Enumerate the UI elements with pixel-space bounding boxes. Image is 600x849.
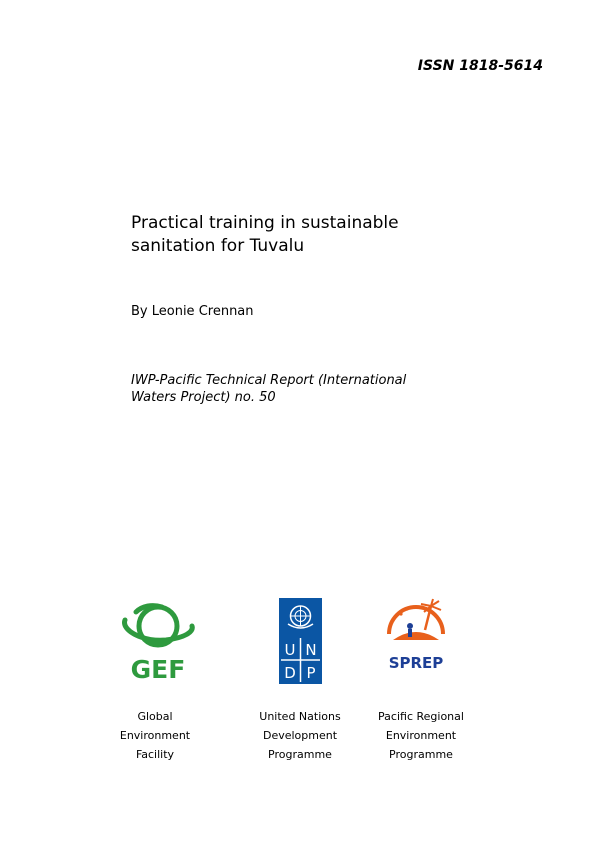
undp-letter-d: D: [284, 664, 296, 682]
title-line-1: Practical training in sustainable: [131, 213, 399, 233]
undp-letter-n: N: [305, 641, 317, 659]
issn-number: ISSN 1818-5614: [417, 58, 543, 74]
gef-caption: [95, 707, 215, 764]
sprep-ring: [389, 607, 443, 634]
gef-wordmark: GEF: [130, 655, 186, 682]
undp-letter-p: P: [306, 664, 316, 682]
report-line-2: Waters Project) no. 50: [131, 390, 276, 405]
undp-caption-line: Programme: [268, 748, 332, 761]
report-line-1: IWP-Pacific Technical Report (International: [131, 373, 407, 388]
sprep-caption-line: Pacific Regional: [378, 710, 464, 723]
gef-caption-line: Facility: [135, 748, 175, 761]
gef-caption-line: Global: [137, 710, 173, 723]
undp-caption-line: United Nations: [259, 710, 341, 723]
gef-caption-line: Environment: [119, 729, 191, 742]
title-line-2: sanitation for Tuvalu: [131, 236, 305, 256]
sprep-caption: [361, 707, 481, 764]
document-title: [131, 212, 451, 258]
author-line: By Leonie Crennan: [131, 304, 254, 319]
report-series: [131, 372, 451, 406]
sprep-caption-line: Environment: [385, 729, 457, 742]
gef-logo: [120, 598, 196, 682]
undp-caption-line: Development: [262, 729, 338, 742]
undp-caption: [240, 707, 360, 764]
undp-logo: [279, 598, 322, 684]
sprep-wordmark: SPREP: [388, 654, 444, 672]
sprep-logo: [379, 598, 453, 674]
undp-letter-u: U: [284, 641, 296, 659]
sprep-caption-line: Programme: [389, 748, 453, 761]
